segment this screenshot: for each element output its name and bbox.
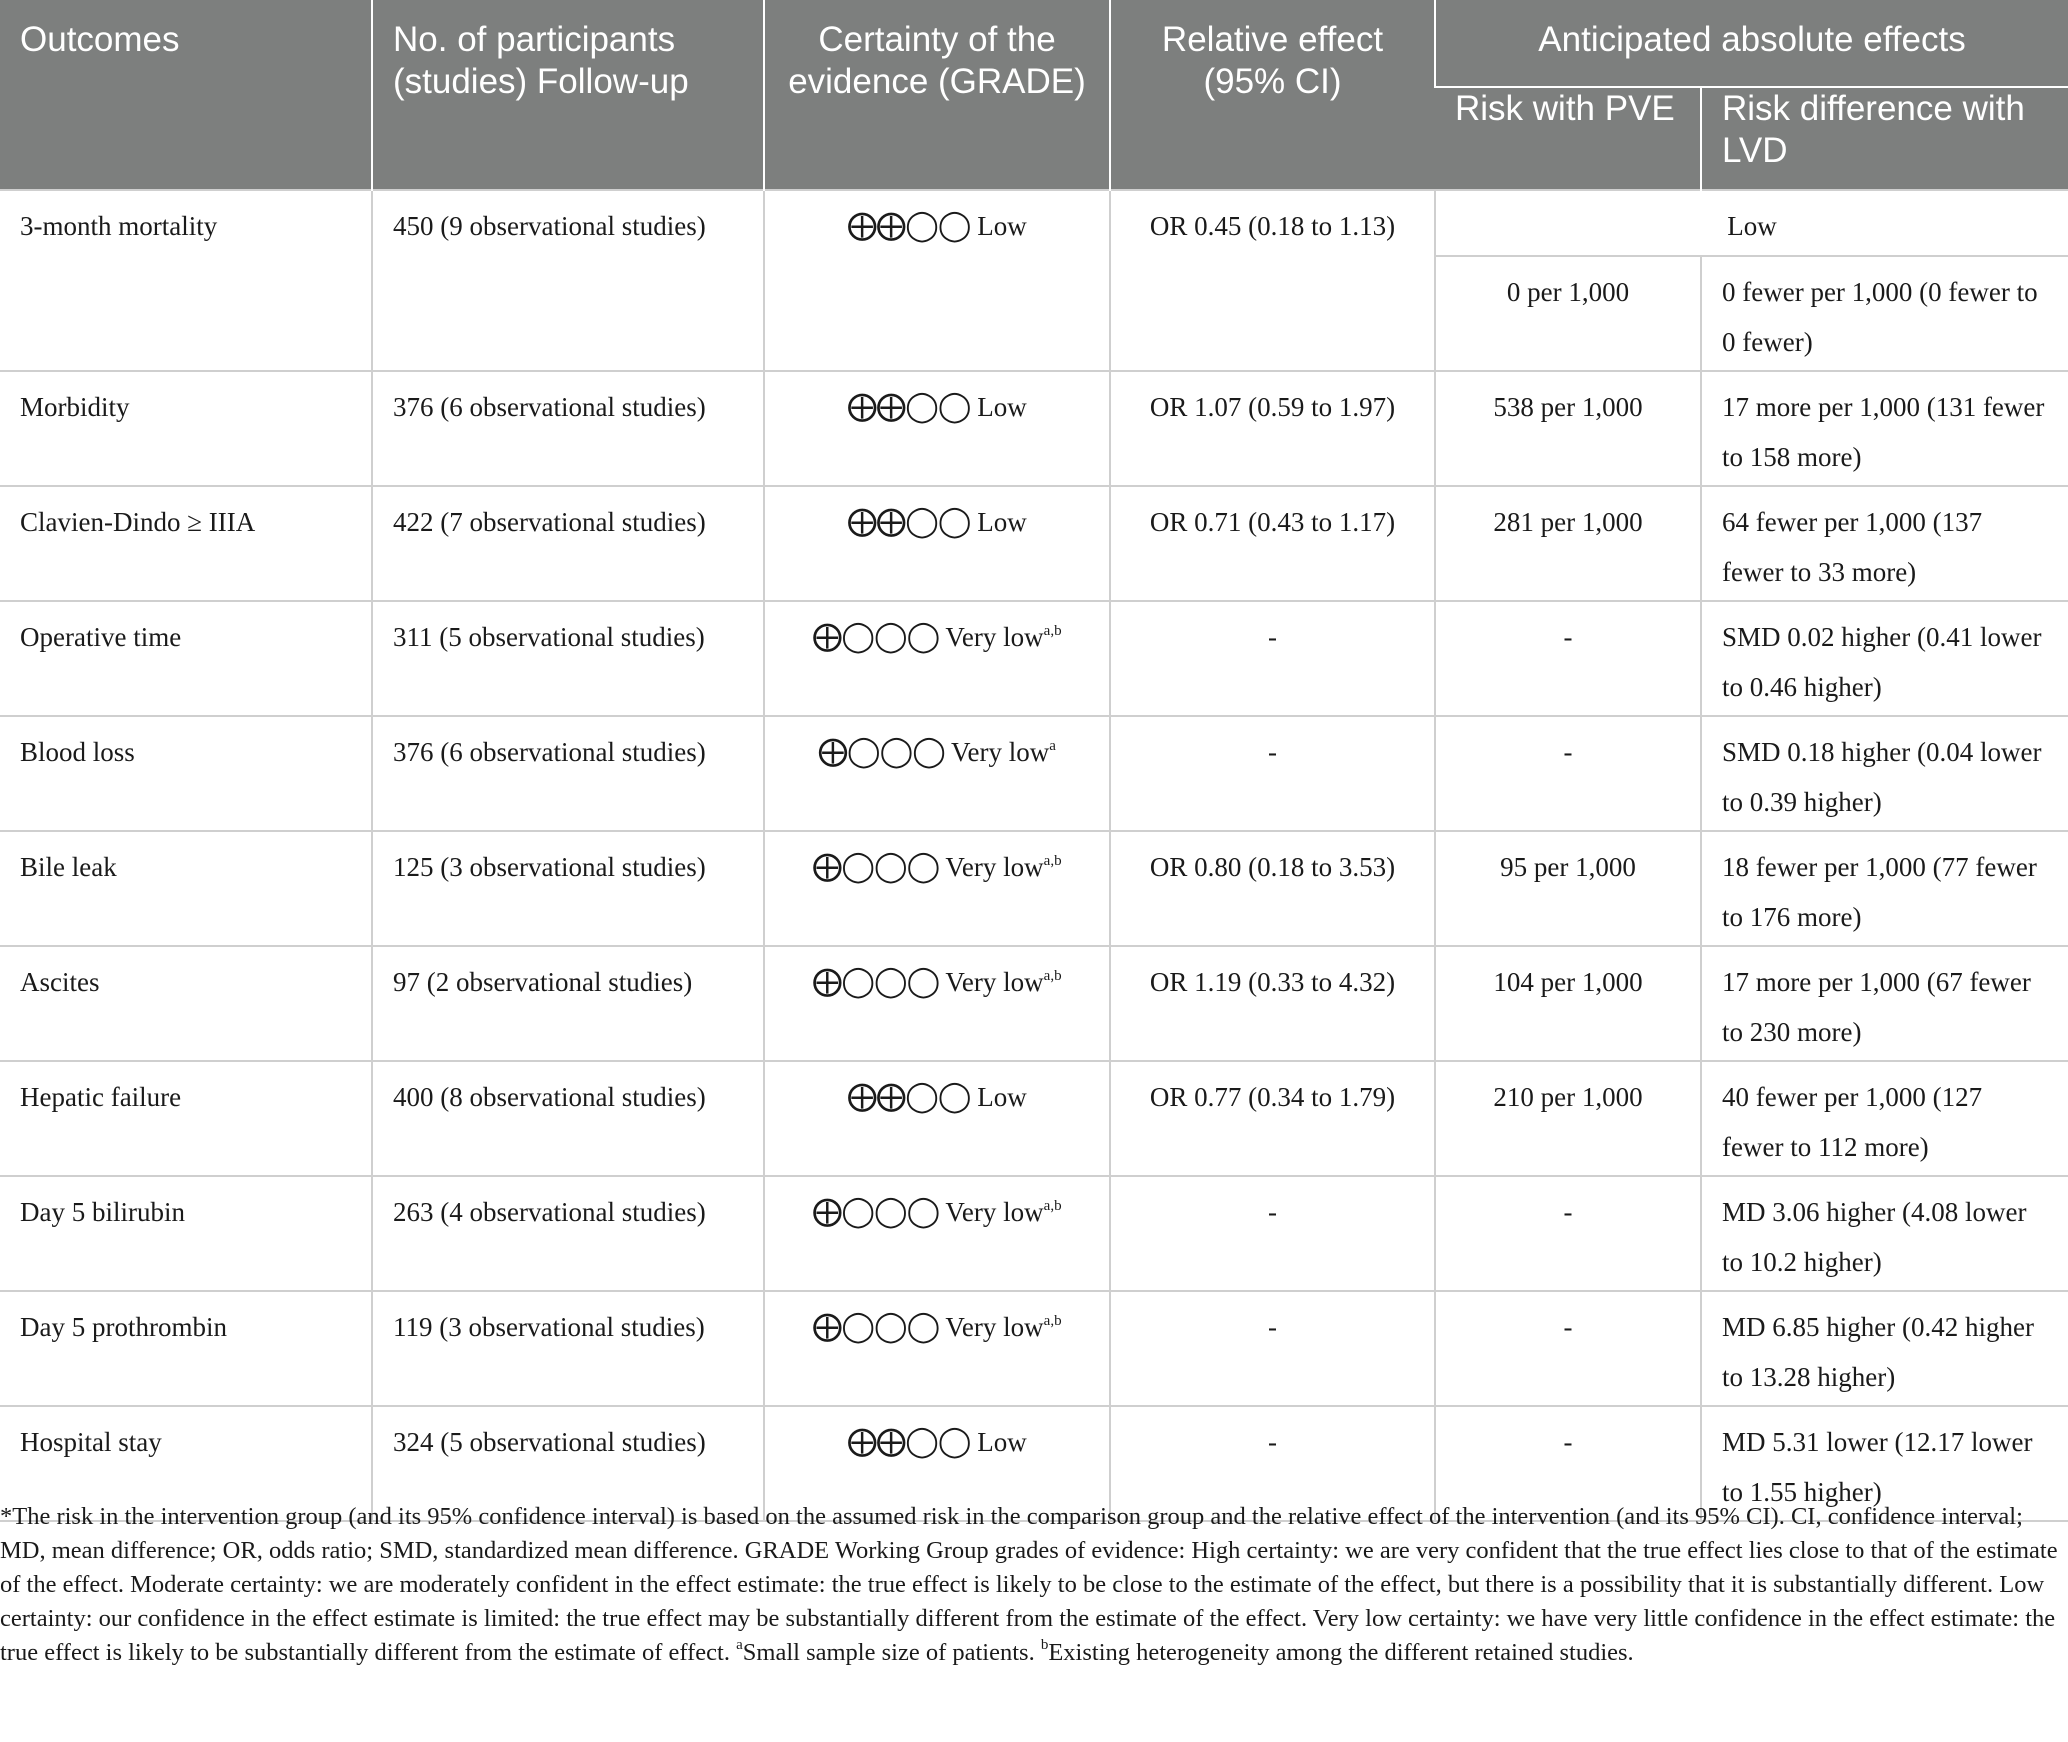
cell-relative-effect: OR 0.45 (0.18 to 1.13) bbox=[1110, 190, 1435, 371]
certainty-label: Very low bbox=[945, 1312, 1044, 1342]
header-risk-pve: Risk with PVE bbox=[1435, 87, 1701, 190]
table-row bbox=[0, 1061, 2068, 1176]
certainty-label: Very low bbox=[945, 1197, 1044, 1227]
table-row bbox=[0, 486, 2068, 601]
cell-risk-difference: 40 fewer per 1,000 (127 fewer to 112 more) bbox=[1701, 1061, 2068, 1176]
cell-risk-pve: 281 per 1,000 bbox=[1435, 486, 1701, 601]
cell-certainty bbox=[764, 831, 1110, 946]
cell-risk-difference: MD 3.06 higher (4.08 lower to 10.2 higher) bbox=[1701, 1176, 2068, 1291]
cell-risk-pve: 104 per 1,000 bbox=[1435, 946, 1701, 1061]
cell-participants: 376 (6 observational studies) bbox=[372, 716, 764, 831]
cell-certainty bbox=[764, 486, 1110, 601]
cell-participants: 263 (4 observational studies) bbox=[372, 1176, 764, 1291]
cell-relative-effect: - bbox=[1110, 1176, 1435, 1291]
cell-risk-pve: - bbox=[1435, 716, 1701, 831]
table-row bbox=[0, 371, 2068, 486]
cell-relative-effect: - bbox=[1110, 716, 1435, 831]
cell-risk-difference: 64 fewer per 1,000 (137 fewer to 33 more) bbox=[1701, 486, 2068, 601]
certainty-footnote-mark: a,b bbox=[1043, 853, 1062, 869]
table-row bbox=[0, 1291, 2068, 1406]
cell-risk-difference: 0 fewer per 1,000 (0 fewer to 0 fewer) bbox=[1701, 256, 2068, 371]
cell-outcome: Hepatic failure bbox=[0, 1061, 372, 1176]
table-row bbox=[0, 190, 2068, 256]
cell-outcome: Clavien-Dindo ≥ IIIA bbox=[0, 486, 372, 601]
table-row bbox=[0, 946, 2068, 1061]
certainty-label: Very low bbox=[945, 967, 1044, 997]
cell-certainty bbox=[764, 190, 1110, 371]
certainty-symbols-icon: ⨁◯◯◯ bbox=[818, 734, 945, 769]
cell-relative-effect: OR 0.80 (0.18 to 3.53) bbox=[1110, 831, 1435, 946]
cell-risk-difference: 18 fewer per 1,000 (77 fewer to 176 more) bbox=[1701, 831, 2068, 946]
cell-participants: 119 (3 observational studies) bbox=[372, 1291, 764, 1406]
cell-certainty bbox=[764, 601, 1110, 716]
certainty-footnote-mark: a,b bbox=[1043, 1198, 1062, 1214]
footnote-main: *The risk in the intervention group (and its 95% confidence interval) is based on the assumed risk in the comparison group and the relative effect of the intervention (and its 95% CI). CI, confidence interval; MD, mean difference; OR, odds ratio; SMD, standardized mean difference. GRADE Working Group grades of evidence: High certainty: we are very confident that the true effect lies close to that of the estimate of the effect. Moderate certainty: we are moderately confident in the effect estimate: the true effect is likely to be close to the estimate of the effect, but there is a possibility that it is substantially different. Low certainty: our confidence in the effect estimate is limited: the true effect may be substantially different from the estimate of the effect. Very low certainty: we have very little confidence in the effect estimate: the true effect is likely to be substantially different from the estimate of effect. bbox=[0, 1503, 2058, 1666]
cell-outcome: Ascites bbox=[0, 946, 372, 1061]
certainty-symbols-icon: ⨁⨁◯◯ bbox=[847, 208, 971, 243]
cell-risk-pve: - bbox=[1435, 1406, 1701, 1521]
cell-risk-pve: 95 per 1,000 bbox=[1435, 831, 1701, 946]
table-row bbox=[0, 1176, 2068, 1291]
certainty-label: Very low bbox=[945, 622, 1044, 652]
header-participants: No. of participants (studies) Follow-up bbox=[372, 0, 764, 190]
cell-certainty bbox=[764, 371, 1110, 486]
certainty-footnote-mark: a bbox=[1049, 738, 1056, 754]
header-row bbox=[0, 0, 2068, 87]
cell-risk-difference: MD 6.85 higher (0.42 higher to 13.28 higher) bbox=[1701, 1291, 2068, 1406]
cell-participants: 324 (5 observational studies) bbox=[372, 1406, 764, 1521]
header-outcomes: Outcomes bbox=[0, 0, 372, 190]
footnote-a-text: Small sample size of patients. bbox=[742, 1639, 1041, 1666]
cell-risk-difference: 17 more per 1,000 (131 fewer to 158 more) bbox=[1701, 371, 2068, 486]
certainty-symbols-icon: ⨁◯◯◯ bbox=[812, 1194, 940, 1229]
cell-outcome: 3-month mortality bbox=[0, 190, 372, 371]
cell-outcome: Morbidity bbox=[0, 371, 372, 486]
cell-certainty bbox=[764, 1291, 1110, 1406]
footnote-b-text: Existing heterogeneity among the different retained studies. bbox=[1048, 1639, 1634, 1666]
cell-certainty bbox=[764, 1061, 1110, 1176]
cell-outcome: Day 5 prothrombin bbox=[0, 1291, 372, 1406]
cell-participants: 450 (9 observational studies) bbox=[372, 190, 764, 371]
cell-relative-effect: OR 0.71 (0.43 to 1.17) bbox=[1110, 486, 1435, 601]
table-footnote bbox=[0, 1500, 2060, 1670]
cell-risk-pve: 538 per 1,000 bbox=[1435, 371, 1701, 486]
cell-relative-effect: OR 1.07 (0.59 to 1.97) bbox=[1110, 371, 1435, 486]
cell-outcome: Operative time bbox=[0, 601, 372, 716]
cell-baseline-risk-label: Low bbox=[1435, 190, 2068, 256]
certainty-symbols-icon: ⨁⨁◯◯ bbox=[847, 1079, 971, 1114]
cell-risk-difference: SMD 0.18 higher (0.04 lower to 0.39 higher) bbox=[1701, 716, 2068, 831]
cell-participants: 422 (7 observational studies) bbox=[372, 486, 764, 601]
cell-risk-pve: 210 per 1,000 bbox=[1435, 1061, 1701, 1176]
cell-risk-pve: - bbox=[1435, 1176, 1701, 1291]
cell-relative-effect: OR 1.19 (0.33 to 4.32) bbox=[1110, 946, 1435, 1061]
cell-participants: 125 (3 observational studies) bbox=[372, 831, 764, 946]
cell-participants: 311 (5 observational studies) bbox=[372, 601, 764, 716]
cell-risk-pve: 0 per 1,000 bbox=[1435, 256, 1701, 371]
certainty-symbols-icon: ⨁⨁◯◯ bbox=[847, 389, 971, 424]
cell-outcome: Bile leak bbox=[0, 831, 372, 946]
certainty-footnote-mark: a,b bbox=[1043, 623, 1062, 639]
cell-relative-effect: - bbox=[1110, 1291, 1435, 1406]
cell-certainty bbox=[764, 946, 1110, 1061]
footnote-b-mark: b bbox=[1040, 1637, 1049, 1653]
header-risk-difference: Risk difference with LVD bbox=[1701, 87, 2068, 190]
certainty-label: Low bbox=[977, 1427, 1027, 1457]
footnote-a-mark: a bbox=[736, 1637, 743, 1653]
header-certainty: Certainty of the evidence (GRADE) bbox=[764, 0, 1110, 190]
cell-risk-pve: - bbox=[1435, 1291, 1701, 1406]
cell-outcome: Blood loss bbox=[0, 716, 372, 831]
certainty-symbols-icon: ⨁⨁◯◯ bbox=[847, 1424, 971, 1459]
cell-certainty bbox=[764, 1176, 1110, 1291]
certainty-label: Low bbox=[977, 1082, 1027, 1112]
certainty-label: Low bbox=[977, 507, 1027, 537]
header-relative-effect: Relative effect (95% CI) bbox=[1110, 0, 1435, 190]
certainty-symbols-icon: ⨁◯◯◯ bbox=[812, 964, 940, 999]
cell-relative-effect: - bbox=[1110, 601, 1435, 716]
certainty-label: Low bbox=[977, 392, 1027, 422]
certainty-symbols-icon: ⨁◯◯◯ bbox=[812, 1309, 940, 1344]
table-row bbox=[0, 601, 2068, 716]
cell-participants: 400 (8 observational studies) bbox=[372, 1061, 764, 1176]
certainty-label: Very low bbox=[945, 852, 1044, 882]
certainty-footnote-mark: a,b bbox=[1043, 968, 1062, 984]
cell-relative-effect: - bbox=[1110, 1406, 1435, 1521]
cell-certainty bbox=[764, 716, 1110, 831]
table-row bbox=[0, 831, 2068, 946]
header-anticipated-effects: Anticipated absolute effects bbox=[1435, 0, 2068, 87]
certainty-label: Low bbox=[977, 211, 1027, 241]
certainty-symbols-icon: ⨁◯◯◯ bbox=[812, 619, 940, 654]
certainty-symbols-icon: ⨁◯◯◯ bbox=[812, 849, 940, 884]
cell-risk-difference: MD 5.31 lower (12.17 lower to 1.55 higher) bbox=[1701, 1406, 2068, 1521]
cell-participants: 376 (6 observational studies) bbox=[372, 371, 764, 486]
cell-relative-effect: OR 0.77 (0.34 to 1.79) bbox=[1110, 1061, 1435, 1176]
cell-participants: 97 (2 observational studies) bbox=[372, 946, 764, 1061]
cell-risk-difference: SMD 0.02 higher (0.41 lower to 0.46 higher) bbox=[1701, 601, 2068, 716]
certainty-footnote-mark: a,b bbox=[1043, 1313, 1062, 1329]
cell-outcome: Day 5 bilirubin bbox=[0, 1176, 372, 1291]
cell-outcome: Hospital stay bbox=[0, 1406, 372, 1521]
table-row bbox=[0, 716, 2068, 831]
certainty-symbols-icon: ⨁⨁◯◯ bbox=[847, 504, 971, 539]
table-body bbox=[0, 190, 2068, 1521]
cell-risk-difference: 17 more per 1,000 (67 fewer to 230 more) bbox=[1701, 946, 2068, 1061]
cell-risk-pve: - bbox=[1435, 601, 1701, 716]
certainty-label: Very low bbox=[951, 737, 1050, 767]
